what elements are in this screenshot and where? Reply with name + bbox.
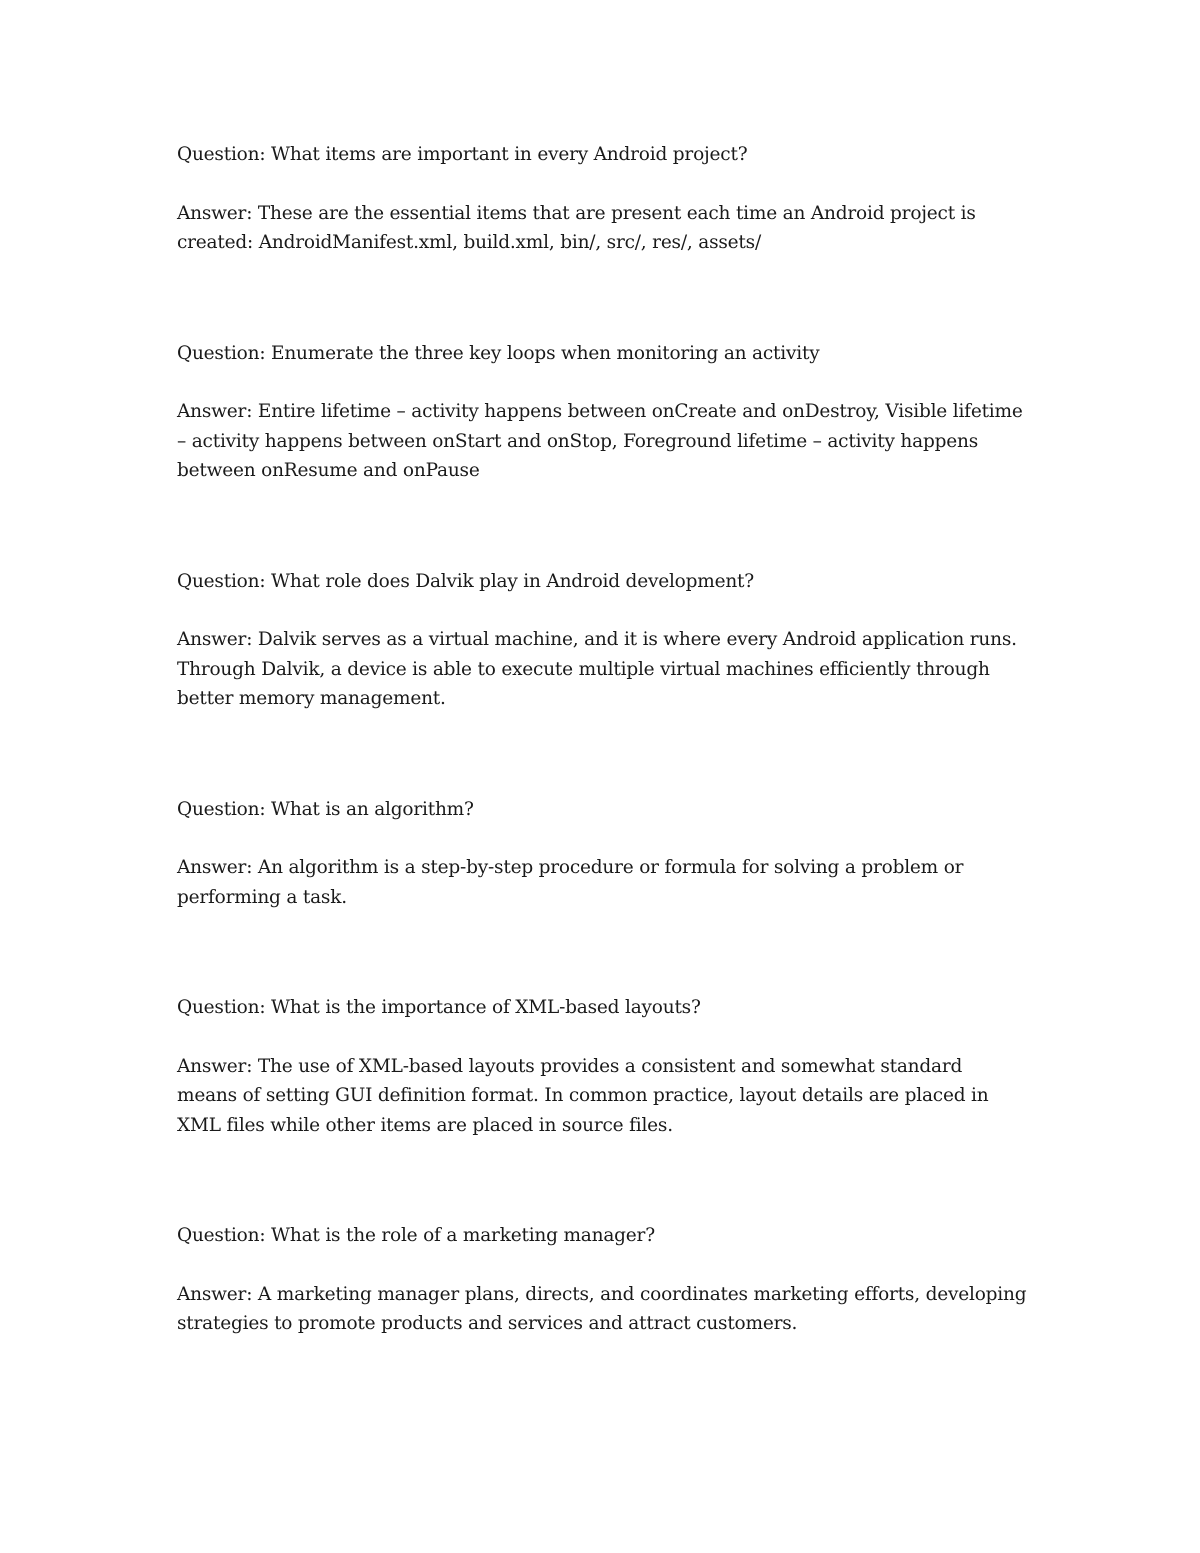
qa-item — [177, 339, 1027, 486]
qa-item — [177, 993, 1027, 1140]
document-content — [177, 140, 1027, 1420]
answer-text: Answer: A marketing manager plans, directs, and coordinates marketing efforts, developing strategies to promote products and services and attract customers. — [177, 1283, 1027, 1334]
question-text: Question: What items are important in every Android project? — [177, 144, 748, 165]
qa-item — [177, 567, 1027, 714]
question-text: Question: What role does Dalvik play in Android development? — [177, 570, 755, 592]
answer-text: Answer: Entire lifetime – activity happens between onCreate and onDestroy, Visible lifetime – activity happens between onStart and onStop, Foreground lifetime – activity happens between onResume and onPause — [177, 401, 1023, 481]
answer-text: Answer: An algorithm is a step-by-step procedure or formula for solving a problem or performing a task. — [177, 857, 964, 908]
question-text: Question: What is an algorithm? — [177, 798, 474, 820]
question-text: Question: Enumerate the three key loops when monitoring an activity — [177, 342, 820, 364]
question-text: Question: What is the importance of XML-based layouts? — [177, 997, 701, 1018]
answer-text: Answer: Dalvik serves as a virtual machine, and it is where every Android application runs. Through Dalvik, a device is able to execute multiple virtual machines efficiently through better memory management. — [177, 629, 1017, 709]
qa-item — [177, 140, 1027, 258]
question-text: Question: What is the role of a marketing manager? — [177, 1225, 655, 1246]
qa-item — [177, 795, 1027, 913]
answer-text: Answer: The use of XML-based layouts provides a consistent and somewhat standard means of setting GUI definition format. In common practice, layout details are placed in XML files while other items are placed in source files. — [177, 1055, 989, 1136]
qa-item — [177, 1221, 1027, 1339]
answer-text: Answer: These are the essential items that are present each time an Android project is created: AndroidManifest.xml, build.xml, bin/, src/, res/, assets/ — [177, 202, 976, 253]
